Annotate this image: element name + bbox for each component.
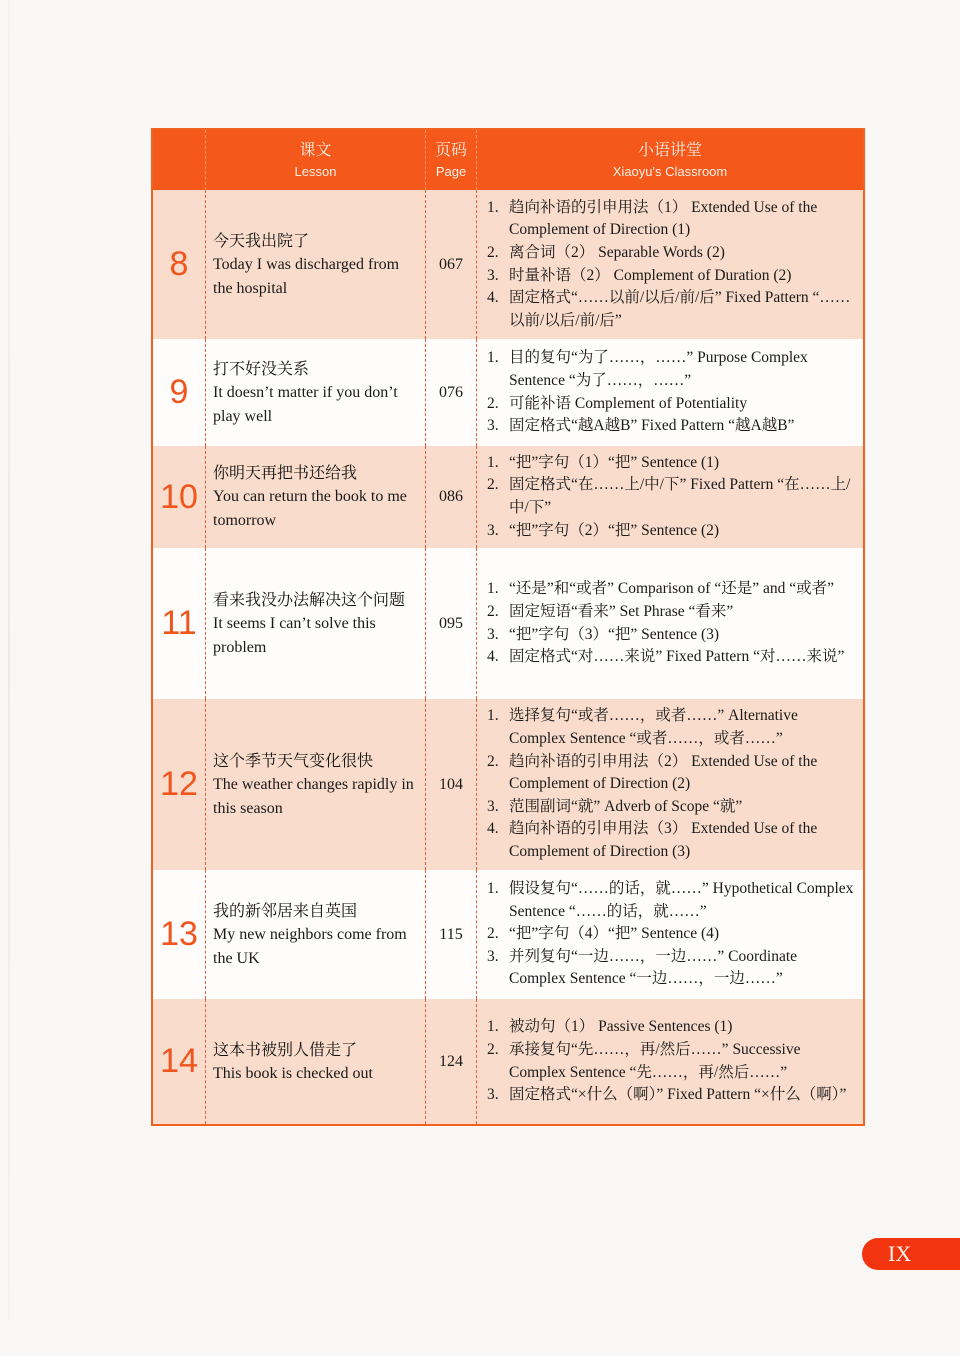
- lesson-row-11[interactable]: [153, 548, 863, 699]
- grammar-point: 3. 固定格式“×什么（啊）” Fixed Pattern “×什么（啊）”: [487, 1086, 847, 1104]
- lesson-page-number[interactable]: 115: [439, 925, 463, 943]
- grammar-point: 2. 承接复句“先……，再/然后……” Successive Complex Sentence “先……，再/然后……”: [487, 1040, 801, 1081]
- lesson-number: 12: [160, 765, 198, 803]
- grammar-points-list: [477, 699, 863, 870]
- lesson-number: 9: [169, 373, 189, 411]
- lesson-title-link[interactable]: [206, 870, 425, 999]
- header-lesson-zh: 课文: [299, 139, 332, 159]
- lesson-row-12[interactable]: [153, 699, 863, 870]
- grammar-point: 1. 目的复句“为了……，……” Purpose Complex Sentence “为了……，……”: [487, 349, 808, 389]
- grammar-points-list: [477, 446, 863, 548]
- grammar-point: 2. 趋向补语的引申用法（2） Extended Use of the Complement of Direction (2): [487, 752, 818, 793]
- header-page-zh: 页码: [434, 139, 467, 159]
- lesson-number: 11: [161, 604, 197, 642]
- grammar-point: 1. 趋向补语的引申用法（1） Extended Use of the Complement of Direction (1): [487, 198, 818, 239]
- grammar-points-list: [477, 999, 863, 1124]
- lesson-row-13[interactable]: [153, 870, 863, 999]
- lesson-title-en: This book is checked out: [213, 1064, 373, 1082]
- grammar-point: 3. 时量补语（2） Complement of Duration (2): [487, 266, 792, 284]
- lesson-title-en: It doesn’t matter if you don’t play well: [213, 383, 398, 425]
- lesson-title-link[interactable]: [206, 446, 425, 548]
- lesson-title-zh: 这个季节天气变化很快: [213, 750, 374, 770]
- lesson-title-en: You can return the book to me tomorrow: [213, 488, 407, 529]
- lesson-title-link[interactable]: [206, 190, 425, 339]
- grammar-point: 3. 并列复句“一边……，一边……” Coordinate Complex Sentence “一边……，一边……”: [487, 947, 798, 988]
- grammar-point: 2. “把”字句（4）“把” Sentence (4): [487, 925, 720, 943]
- lesson-number: 10: [160, 477, 198, 516]
- grammar-point: 3. “把”字句（2）“把” Sentence (2): [487, 521, 720, 539]
- grammar-point: 2. 离合词（2） Separable Words (2): [487, 243, 725, 261]
- lesson-title-zh: 今天我出院了: [213, 230, 310, 250]
- lesson-title-zh: 你明天再把书还给我: [213, 463, 358, 482]
- lesson-title-link[interactable]: [206, 699, 425, 870]
- lesson-page-number[interactable]: 104: [439, 775, 463, 793]
- grammar-points-list: [477, 870, 863, 999]
- table-header: [153, 130, 863, 190]
- lesson-title-zh: 这本书被别人借走了: [213, 1039, 358, 1059]
- lesson-row-8[interactable]: [153, 190, 863, 339]
- header-classroom-zh: 小语讲堂: [637, 139, 702, 159]
- lesson-title-link[interactable]: [206, 548, 425, 699]
- grammar-point: 3. “把”字句（3）“把” Sentence (3): [487, 625, 720, 643]
- grammar-point: 3. 固定格式“越A越B” Fixed Pattern “越A越B”: [487, 417, 795, 435]
- grammar-point: 1. 选择复句“或者……，或者……” Alternative Complex Sentence “或者……，或者……”: [487, 707, 798, 748]
- header-lesson: [205, 130, 425, 190]
- lesson-title-en: It seems I can’t solve this problem: [213, 614, 376, 656]
- table-of-contents: [151, 128, 865, 1126]
- header-classroom: [476, 130, 863, 190]
- grammar-point: 1. “把”字句（1）“把” Sentence (1): [487, 453, 720, 471]
- lesson-title-en: The weather changes rapidly in this season: [213, 775, 414, 817]
- header-classroom-en: Xiaoyu's Classroom: [612, 163, 728, 179]
- header-lesson-en: Lesson: [294, 163, 337, 179]
- grammar-point: 2. 固定短语“看来” Set Phrase “看来”: [487, 602, 734, 620]
- grammar-point: 1. 假设复句“……的话，就……” Hypothetical Complex Sentence “……的话，就……”: [487, 880, 854, 920]
- lesson-page-number[interactable]: 067: [439, 255, 463, 273]
- grammar-point: 2. 可能补语 Complement of Potentiality: [487, 394, 748, 412]
- lesson-title-zh: 打不好没关系: [213, 358, 310, 378]
- grammar-point: 2. 固定格式“在……上/中/下” Fixed Pattern “在……上/中/下”: [487, 476, 851, 516]
- grammar-point: 1. 被动句（1） Passive Sentences (1): [487, 1018, 733, 1036]
- lesson-page-number[interactable]: 086: [439, 488, 463, 505]
- lesson-number: 8: [169, 245, 189, 283]
- lesson-page-number[interactable]: 124: [439, 1052, 463, 1070]
- grammar-point: 4. 固定格式“……以前/以后/前/后” Fixed Pattern “……以前/以后/前/后”: [487, 289, 851, 329]
- lesson-row-14[interactable]: [153, 999, 863, 1124]
- grammar-points-list: [477, 548, 863, 699]
- lesson-number: 13: [160, 915, 198, 953]
- grammar-point: 3. 范围副词“就” Adverb of Scope “就”: [487, 797, 743, 815]
- lesson-title-en: Today I was discharged from the hospital: [213, 255, 400, 297]
- page-edge-shadow: [8, 0, 10, 1320]
- lesson-row-10[interactable]: [153, 446, 863, 548]
- lesson-number: 14: [160, 1042, 198, 1080]
- grammar-point: 1. “还是”和“或者” Comparison of “还是” and “或者”: [487, 580, 834, 598]
- grammar-point: 4. 趋向补语的引申用法（3） Extended Use of the Complement of Direction (3): [487, 820, 818, 860]
- lesson-title-link[interactable]: [206, 999, 425, 1124]
- grammar-points-list: [477, 339, 863, 446]
- lesson-title-link[interactable]: [206, 339, 425, 446]
- lesson-title-zh: 看来我没办法解决这个问题: [213, 589, 406, 609]
- lesson-title-en: My new neighbors come from the UK: [213, 925, 407, 967]
- grammar-points-list: [477, 190, 863, 339]
- lesson-title-zh: 我的新邻居来自英国: [213, 900, 358, 920]
- grammar-point: 4. 固定格式“对……来说” Fixed Pattern “对……来说”: [487, 648, 845, 666]
- header-number-cell: [153, 130, 205, 190]
- lesson-page-number[interactable]: 076: [439, 383, 463, 401]
- lesson-row-9[interactable]: [153, 339, 863, 446]
- header-page-en: Page: [435, 163, 467, 179]
- lesson-page-number[interactable]: 095: [439, 614, 463, 632]
- header-page: [425, 130, 476, 190]
- page-number-badge: IX: [862, 1238, 960, 1270]
